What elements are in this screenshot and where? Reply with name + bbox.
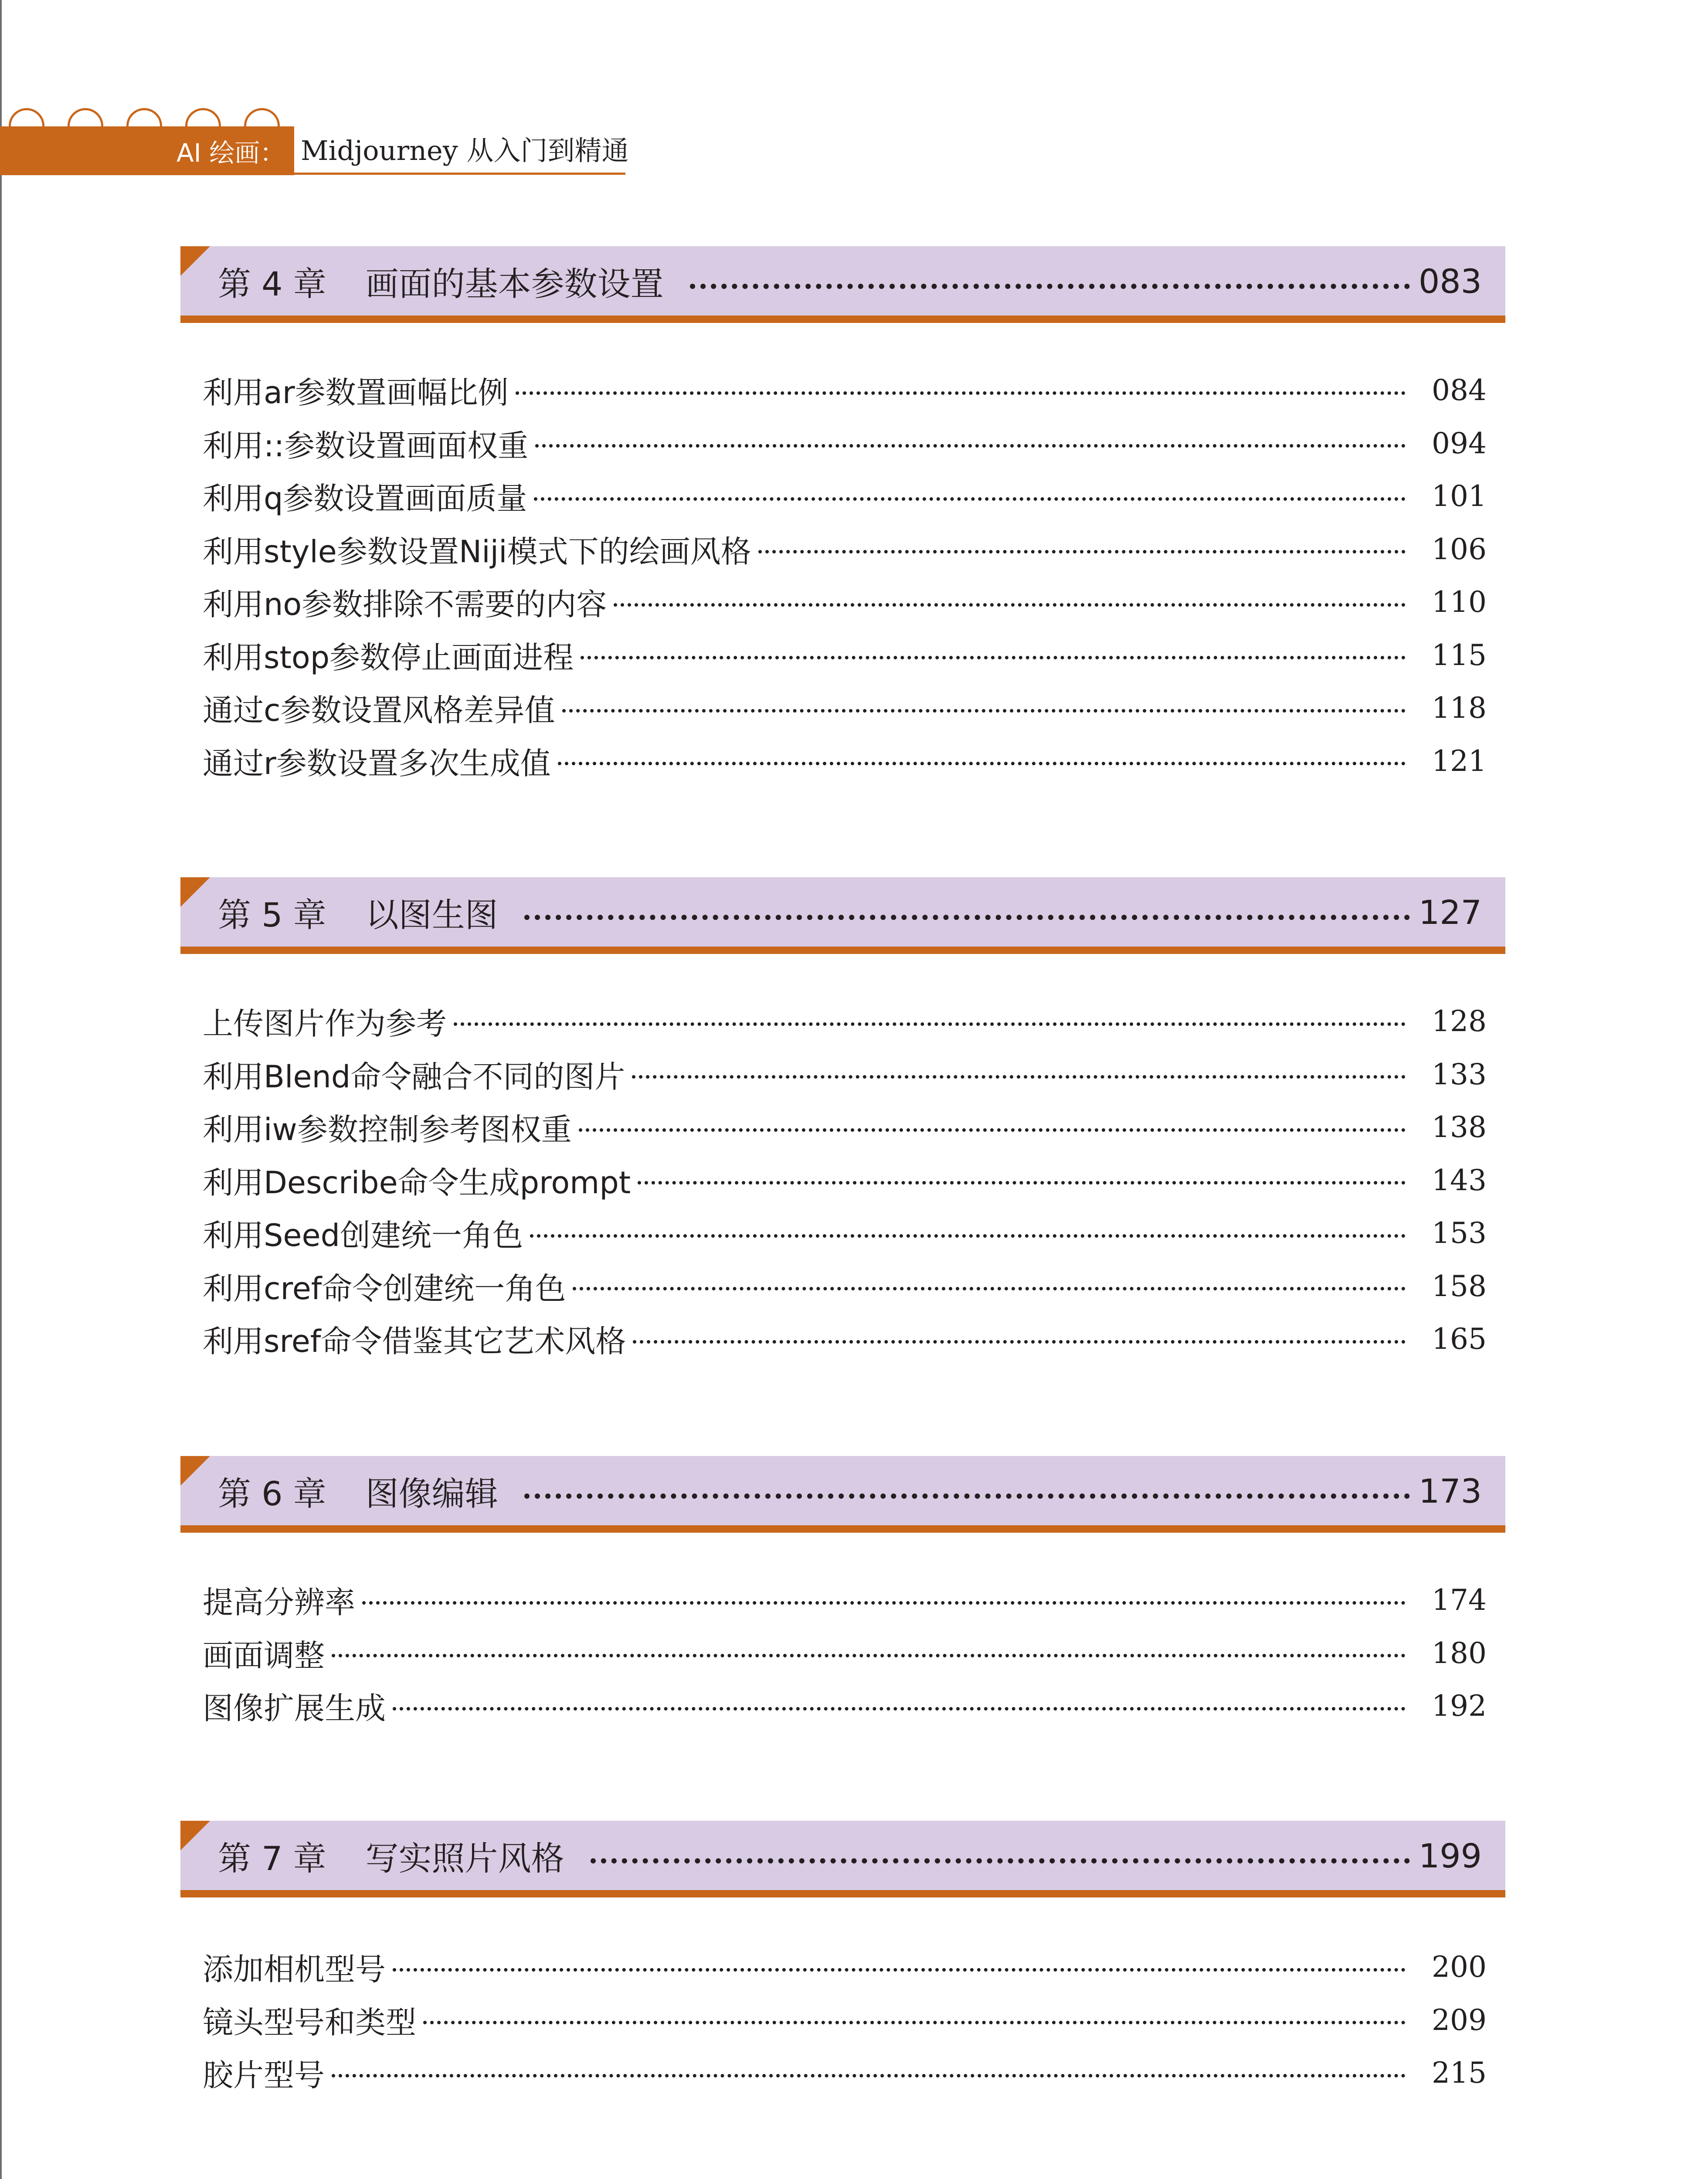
entry-page: 192 xyxy=(1432,1689,1487,1723)
dot-leader xyxy=(524,1493,1410,1499)
entry-list xyxy=(203,995,1487,1366)
entry-page: 158 xyxy=(1432,1269,1487,1303)
entry-title: 通过r参数设置多次生成值 xyxy=(203,745,551,781)
dot-leader xyxy=(638,1181,1406,1185)
entry-title: 利用no参数排除不需要的内容 xyxy=(203,587,607,623)
dot-leader xyxy=(534,497,1406,501)
entry-title: 利用Blend命令融合不同的图片 xyxy=(203,1059,625,1095)
dot-leader xyxy=(591,1858,1410,1863)
entry-list xyxy=(203,1574,1487,1733)
corner-triangle-icon xyxy=(180,246,210,276)
entry-page: 118 xyxy=(1432,691,1487,725)
toc-entry[interactable] xyxy=(203,364,1487,417)
dot-leader xyxy=(581,656,1406,659)
entry-title: 利用q参数设置画面质量 xyxy=(203,481,527,517)
entry-title: 镜头型号和类型 xyxy=(203,2004,416,2040)
entry-title: 利用stop参数停止画面进程 xyxy=(203,639,574,675)
dot-leader xyxy=(579,1128,1406,1132)
chapter-page: 199 xyxy=(1418,1836,1482,1875)
dot-leader xyxy=(362,1601,1406,1605)
toc-entry[interactable] xyxy=(203,1627,1487,1680)
corner-triangle-icon xyxy=(180,1456,210,1486)
dot-leader xyxy=(423,2021,1406,2024)
header-rule xyxy=(294,173,625,175)
dot-leader xyxy=(614,603,1406,607)
dot-leader xyxy=(454,1022,1406,1026)
toc-entry[interactable] xyxy=(203,629,1487,682)
running-header xyxy=(0,0,628,183)
entry-page: 128 xyxy=(1432,1005,1487,1039)
toc-entry[interactable] xyxy=(203,995,1487,1048)
dot-leader xyxy=(524,915,1410,920)
dot-leader xyxy=(562,709,1406,713)
entry-title: 上传图片作为参考 xyxy=(203,1006,447,1042)
chapter-label: 第 4 章 xyxy=(218,264,326,303)
dot-leader xyxy=(632,1075,1406,1079)
toc-entry[interactable] xyxy=(203,2047,1487,2100)
toc-entry[interactable] xyxy=(203,1313,1487,1366)
toc-entry[interactable] xyxy=(203,1680,1487,1733)
dot-leader xyxy=(690,284,1410,289)
toc-entry[interactable] xyxy=(203,470,1487,523)
dot-leader xyxy=(516,391,1406,395)
entry-page: 115 xyxy=(1432,638,1487,672)
entry-page: 180 xyxy=(1432,1636,1487,1670)
toc-entry[interactable] xyxy=(203,1101,1487,1154)
dot-leader xyxy=(633,1340,1406,1344)
entry-title: 利用iw参数控制参考图权重 xyxy=(203,1112,572,1148)
toc-entry[interactable] xyxy=(203,682,1487,735)
chapter-label: 第 7 章 xyxy=(218,1839,326,1878)
entry-page: 138 xyxy=(1432,1110,1487,1144)
entry-page: 165 xyxy=(1432,1322,1487,1356)
chapter-label: 第 5 章 xyxy=(218,895,326,934)
entry-title: 胶片型号 xyxy=(203,2057,325,2094)
entry-title: 利用Seed创建统一角色 xyxy=(203,1218,523,1254)
toc-entry[interactable] xyxy=(203,1048,1487,1101)
book-title: Midjourney 从入门到精通 xyxy=(301,135,629,166)
chapter-title: 图像编辑 xyxy=(365,1474,498,1513)
entry-list xyxy=(203,364,1487,787)
entry-page: 209 xyxy=(1432,2003,1487,2037)
toc-entry[interactable] xyxy=(203,417,1487,470)
chapter-heading[interactable] xyxy=(218,1456,1482,1526)
entry-page: 106 xyxy=(1432,532,1487,566)
chapter-page: 083 xyxy=(1418,261,1482,301)
entry-title: 利用ar参数置画幅比例 xyxy=(203,375,509,411)
entry-title: 利用cref命令创建统一角色 xyxy=(203,1270,566,1307)
chapter-page: 127 xyxy=(1418,893,1482,932)
dot-leader xyxy=(558,762,1406,765)
entry-page: 110 xyxy=(1432,585,1487,619)
dot-leader xyxy=(332,2074,1406,2077)
entry-title: 利用::参数设置画面权重 xyxy=(203,428,529,464)
toc-entry[interactable] xyxy=(203,523,1487,576)
dot-leader xyxy=(332,1654,1406,1657)
entry-page: 174 xyxy=(1432,1583,1487,1617)
chapter-label: 第 6 章 xyxy=(218,1474,326,1513)
entry-title: 利用sref命令借鉴其它艺术风格 xyxy=(203,1324,626,1360)
entry-page: 133 xyxy=(1432,1057,1487,1091)
entry-title: 添加相机型号 xyxy=(203,1952,386,1988)
corner-triangle-icon xyxy=(180,1821,210,1850)
entry-page: 153 xyxy=(1432,1216,1487,1250)
chapter-heading[interactable] xyxy=(218,246,1482,316)
entry-title: 提高分辨率 xyxy=(203,1585,355,1621)
chapter-title: 以图生图 xyxy=(365,895,498,934)
dot-leader xyxy=(393,1707,1406,1711)
dot-leader xyxy=(530,1234,1406,1238)
entry-page: 200 xyxy=(1432,1950,1487,1984)
dot-leader xyxy=(573,1287,1406,1290)
toc-entry[interactable] xyxy=(203,735,1487,788)
entry-title: 通过c参数设置风格差异值 xyxy=(203,692,555,729)
entry-page: 094 xyxy=(1432,426,1487,460)
entry-title: 利用Describe命令生成prompt xyxy=(203,1164,631,1201)
toc-entry[interactable] xyxy=(203,1994,1487,2047)
dot-leader xyxy=(535,444,1406,448)
entry-page: 101 xyxy=(1432,479,1487,513)
header-band xyxy=(0,126,294,175)
entry-page: 121 xyxy=(1432,744,1487,778)
series-label: AI 绘画： xyxy=(177,138,285,168)
toc-entry[interactable] xyxy=(203,1154,1487,1207)
dot-leader xyxy=(393,1968,1406,1972)
entry-page: 215 xyxy=(1432,2056,1487,2090)
chapter-title: 写实照片风格 xyxy=(365,1839,564,1878)
toc-entry[interactable] xyxy=(203,576,1487,629)
entry-list xyxy=(203,1941,1487,2100)
chapter-page: 173 xyxy=(1418,1471,1482,1510)
corner-triangle-icon xyxy=(180,877,210,907)
toc-entry[interactable] xyxy=(203,1574,1487,1627)
toc-entry[interactable] xyxy=(203,1941,1487,1994)
chapter-title: 画面的基本参数设置 xyxy=(365,264,664,303)
entry-title: 画面调整 xyxy=(203,1637,325,1673)
chapter-heading[interactable] xyxy=(218,877,1482,947)
toc-entry[interactable] xyxy=(203,1260,1487,1313)
page-edge-line xyxy=(0,0,2,2179)
chapter-heading[interactable] xyxy=(218,1821,1482,1891)
entry-title: 图像扩展生成 xyxy=(203,1690,386,1727)
dot-leader xyxy=(758,550,1406,553)
entry-page: 084 xyxy=(1432,373,1487,407)
entry-title: 利用style参数设置Niji模式下的绘画风格 xyxy=(203,533,751,570)
toc-entry[interactable] xyxy=(203,1207,1487,1260)
entry-page: 143 xyxy=(1432,1163,1487,1197)
